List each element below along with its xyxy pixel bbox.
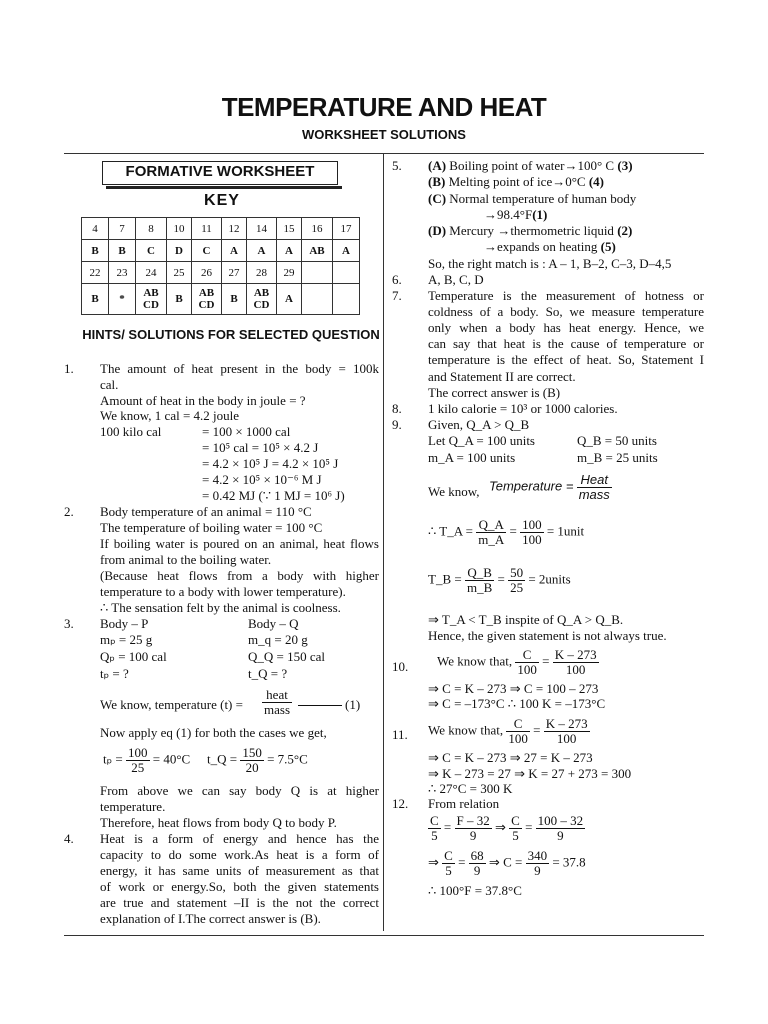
q10-line: ⇒ C = –173°C ∴ 100 K = –173°C [428,696,606,711]
q2-line: Body temperature of an animal = 110 °C [100,504,312,519]
q12-number: 12. [392,796,409,811]
q3-body-q: Body – Q [248,616,299,631]
q7-line: and Statement II are correct. [428,369,576,384]
q1-line: = 0.42 MJ (∵ 1 MJ = 10⁶ J) [202,488,345,503]
implies-icon: ⇒ [495,819,506,835]
table-row: B * AB CD B AB CD B AB CD A [82,284,360,315]
q1-line: = 100 × 1000 cal [202,424,291,439]
q12-formula-1: $\frac{C}{5}$ = $\frac{F - 32}{9}$ ⇒ $\frac{C}{5}$ = $\frac{100 - 32}{9}$ [430,813,584,843]
q5-number: 5. [392,158,402,173]
arrow-right-icon: → [564,158,578,173]
q9-line: ⇒ T_A < T_B inspite of Q_A > Q_B. [428,612,624,627]
implies-icon: ⇒ [428,854,439,870]
q2-number: 2. [64,504,74,519]
column-divider [383,153,384,931]
q3-tp-result: tₚ = $\frac{100}{25}$ = 40°C [103,745,191,775]
q2-line: ∴ The sensation felt by the animal is coolness. [100,600,341,615]
q10-line: ⇒ C = K – 273 ⇒ C = 100 – 273 [428,681,599,696]
q3-line: mₚ = 25 g [100,632,153,647]
q2-line: If boiling water is poured on an animal, heat flows [100,536,379,551]
q3-heat-mass-fraction: $\frac{\text{heat}}{\text{mass}}$ [264,687,290,717]
q7-line: only when a body has heat energy. Hence, we [428,320,704,335]
q4-number: 4. [64,831,74,846]
page-subtitle: WORKSHEET SOLUTIONS [302,127,466,142]
q3-line: Qₚ = 100 cal [100,649,167,664]
q7-number: 7. [392,288,402,303]
q7-line: coldness of a body. So, we measure temperature [428,304,704,319]
answer-key-table [81,217,360,315]
q9-ta: ∴ T_A = $\frac{Q\_A}{m\_A}$ = $\frac{100}{100}$ = 1unit [428,517,585,547]
table-row: 4 7 8 10 11 12 14 15 16 17 [82,218,360,240]
q1-line: We know, 1 cal = 4.2 joule [100,408,240,423]
q11-line: ⇒ C = K – 273 ⇒ 27 = K – 273 [428,750,593,765]
arrow-right-icon: → [484,239,497,254]
q7-line: Temperature is the measurement of hotness or [428,288,704,303]
q5-d-value: →expands on heating (5) [484,239,616,254]
q2-line: temperature to a body with lower temperature). [100,584,346,599]
q3-eq-label: (1) [345,697,361,712]
q5-c: (C) Normal temperature of human body [428,191,637,206]
key-label: KEY [204,192,240,209]
q1-number: 1. [64,361,74,376]
q11-line: ∴ 27°C = 300 K [428,781,513,796]
q4-line: energy, it has same units of measurement as that [100,863,379,878]
q10-formula: We know that, $\frac{C}{100}$ = $\frac{K - 273}{100}$ [437,647,597,677]
q6-answer: A, B, C, D [428,272,484,287]
table-row: B B C D C A A A AB A [82,240,360,262]
q1-line: = 4.2 × 10⁵ J = 4.2 × 10⁵ J [202,456,339,471]
q9-number: 9. [392,417,402,432]
q3-dash [298,705,342,706]
arrow-right-icon: → [497,223,511,238]
q9-line: m_A = 100 units [428,450,516,465]
q3-body-p: Body – P [100,616,149,631]
q3-line: From above we can say body Q is at higher [100,783,379,798]
q5-b: (B) Melting point of ice→0°C (4) [428,174,605,189]
q3-line: temperature. [100,799,166,814]
q5-c-value: →98.4°F(1) [484,207,548,222]
q4-line: capacity to do some work.As heat is a form of [100,847,379,862]
q3-line: t_Q = ? [248,666,288,681]
q1-line: 100 kilo cal [100,424,162,439]
q11-line: ⇒ K – 273 = 27 ⇒ K = 27 + 273 = 300 [428,766,632,781]
q9-line: We know, [428,484,480,499]
q5-match: So, the right match is : A – 1, B–2, C–3, D–4,5 [428,256,672,271]
q8-answer: 1 kilo calorie = 10³ or 1000 calories. [428,401,618,416]
q11-number: 11. [392,727,408,742]
q12-line: From relation [428,796,500,811]
q9-line: m_B = 25 units [577,450,658,465]
q9-line: Given, Q_A > Q_B [428,417,530,432]
q3-line: Now apply eq (1) for both the cases we get, [100,725,327,740]
q1-line: = 4.2 × 10⁵ × 10⁻⁶ M J [202,472,322,487]
q4-line: Heat is a form of energy and hence has the [100,831,379,846]
q1-line: = 10⁵ cal = 10⁵ × 4.2 J [202,440,319,455]
q9-tb: T_B = $\frac{Q\_B}{m\_B}$ = $\frac{50}{25}$ = 2units [428,565,571,595]
q9-line: Hence, the given statement is not always true. [428,628,667,643]
q11-formula: We know that, $\frac{C}{100}$ = $\frac{K - 273}{100}$ [428,716,588,746]
q4-line: are true and statement –II is the not the correct [100,895,379,910]
hints-heading: HINTS/ SOLUTIONS FOR SELECTED QUESTION [82,327,380,342]
q3-tq-result: t_Q = $\frac{150}{20}$ = 7.5°C [207,745,308,775]
q6-number: 6. [392,272,402,287]
q1-line: cal. [100,377,119,392]
q2-line: (Because heat flows from a body with higher [100,568,379,583]
q7-line: temperature is the effect of heat. So, Statement I [428,352,704,367]
q5-a: (A) Boiling point of water→100° C (3) [428,158,633,173]
footer-divider [64,935,704,936]
q3-line: Q_Q = 150 cal [248,649,326,664]
arrow-right-icon: → [484,207,497,222]
q12-formula-2: ⇒ $\frac{C}{5}$ = $\frac{68}{9}$ ⇒ C = $\frac{340}{9}$ = 37.8 [428,848,586,878]
q9-line: Let Q_A = 100 units [428,433,535,448]
q8-number: 8. [392,401,402,416]
header-divider [64,153,704,154]
q3-number: 3. [64,616,74,631]
q9-temperature-formula: Temperature = $\frac{\text{Heat}}{\text{mass}}$ [489,472,610,502]
q10-number: 10. [392,659,409,674]
q2-line: from animal to the boiling water. [100,552,272,567]
q3-line: Therefore, heat flows from body Q to body P. [100,815,337,830]
q1-line: The amount of heat present in the body = 100k [100,361,379,376]
q7-line: The correct answer is (B) [428,385,561,400]
page-title: TEMPERATURE AND HEAT [221,92,547,122]
q1-line: Amount of heat in the body in joule = ? [100,393,306,408]
q4-line: of work or energy.So, both the given statements [100,879,379,894]
q3-line: We know, temperature (t) = [100,697,243,712]
q3-line: tₚ = ? [100,666,129,681]
q2-line: The temperature of boiling water = 100 °C [100,520,323,535]
implies-icon: ⇒ [488,854,500,870]
q5-d: (D) Mercury →thermometric liquid (2) [428,223,633,238]
q7-line: can say that heat is the cause of temperature or [428,336,704,351]
q12-line: ∴ 100°F = 37.8°C [428,883,522,898]
formative-worksheet-box: FORMATIVE WORKSHEET [102,161,338,185]
arrow-right-icon: → [552,174,566,189]
q4-line: explanation of I.The correct answer is (B). [100,911,321,926]
q9-line: Q_B = 50 units [577,433,657,448]
table-row: 22 23 24 25 26 27 28 29 [82,262,360,284]
q3-line: m_q = 20 g [248,632,308,647]
